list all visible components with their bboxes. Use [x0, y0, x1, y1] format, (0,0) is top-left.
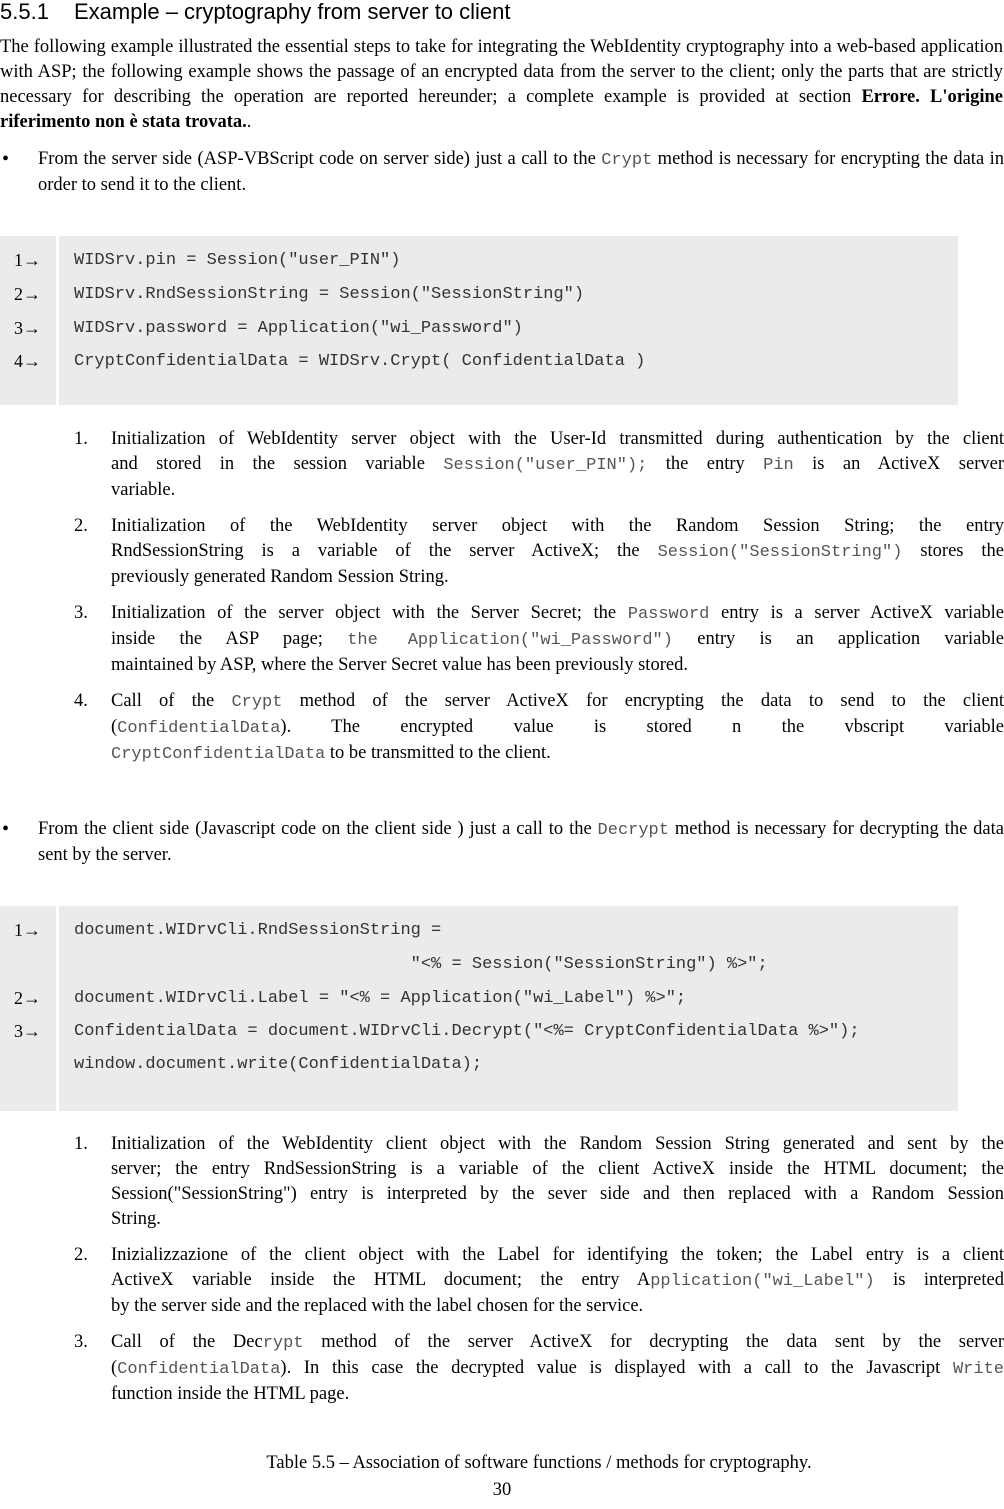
- page-number: 30: [492, 1480, 512, 1500]
- code-line: CryptConfidentialData = WIDSrv.Crypt( ConfidentialData ): [74, 352, 646, 371]
- section-title: Example – cryptography from server to client: [74, 0, 511, 24]
- list-item: [74, 1243, 1004, 1319]
- intro-text: The following example illustrated the essential steps to take for integrating the WebIdentity cryptography into a web-based application with ASP; the following example shows the passage of an encrypted data from the server to the client; only the parts that are strictly necessary for describing the operation are reported hereunder; a complete example is provided at section: [0, 37, 1003, 107]
- line-arrow: 1→: [14, 250, 41, 270]
- step-line: variable.: [111, 480, 176, 500]
- code-inline: ConfidentialData: [117, 719, 281, 738]
- client-bullet-text-1: From the client side (Javascript code on the client side ) just a call to the: [38, 819, 598, 839]
- line-arrow: 2→: [14, 284, 41, 304]
- client-side-bullet: [0, 817, 1004, 868]
- list-number: 1.: [74, 1134, 88, 1154]
- list-number: 2.: [74, 516, 88, 536]
- code-line: WIDSrv.password = Application("wi_Password"): [74, 319, 523, 338]
- code-line: WIDSrv.pin = Session("user_PIN"): [74, 251, 401, 270]
- step-text: method of the server ActiveX for decrypting the data sent by the server: [303, 1332, 1004, 1352]
- client-bullet-text-2: method is necessary for decrypting the data sent by the server.: [38, 819, 1004, 865]
- server-code-block: [0, 236, 958, 405]
- client-code-block: [0, 906, 958, 1111]
- step-line: Inizializzazione of the client object with the Label for identifying the token; the Label entry is a client: [111, 1245, 1004, 1265]
- line-arrow: 3→: [14, 1021, 41, 1041]
- code-inline: rypt: [262, 1334, 304, 1353]
- step-line: by the server side and the replaced with the label chosen for the service.: [111, 1296, 644, 1316]
- step-line: String.: [111, 1209, 161, 1229]
- code-inline: pplication("wi_Label"): [650, 1272, 875, 1291]
- code-inline: Session("user_PIN");: [443, 456, 648, 475]
- intro-end: .: [246, 112, 252, 132]
- line-arrow: 4→: [14, 351, 41, 371]
- list-number: 3.: [74, 603, 88, 623]
- code-inline: Password: [627, 605, 710, 624]
- code-inline: CryptConfidentialData: [111, 745, 326, 764]
- step-line: Initialization of WebIdentity server object with the User-Id transmitted during authentication by the client: [111, 429, 1004, 449]
- code-inline: Session("SessionString"): [657, 543, 903, 562]
- code-inline: Crypt: [231, 693, 283, 712]
- table-caption: Table 5.5 – Association of software functions / methods for cryptography.: [266, 1453, 812, 1473]
- step-text: is interpreted: [874, 1270, 1004, 1290]
- list-number: 3.: [74, 1332, 88, 1352]
- step-text: ActiveX variable inside the HTML document; the entry A: [111, 1270, 651, 1290]
- code-line: document.WIDrvCli.RndSessionString =: [74, 921, 442, 940]
- list-number: 4.: [74, 691, 88, 711]
- line-arrow: 2→: [14, 988, 41, 1008]
- code-inline: the Application("wi_Password"): [347, 631, 673, 650]
- section-heading: [0, 0, 511, 26]
- section-number: 5.5.1: [0, 0, 49, 24]
- code-inline: Pin: [763, 456, 794, 475]
- list-number: 1.: [74, 429, 88, 449]
- step-text: to be transmitted to the client.: [325, 743, 551, 763]
- bullet-icon: •: [2, 818, 10, 840]
- step-text: Call of the: [111, 691, 232, 711]
- step-line: Initialization of the WebIdentity client object with the Random Session String generated and sent by the: [111, 1134, 1004, 1154]
- list-item: [74, 601, 1004, 678]
- server-bullet-text-1: From the server side (ASP-VBScript code on server side) just a call to the: [38, 149, 602, 169]
- list-item: [74, 689, 1004, 767]
- step-line: function inside the HTML page.: [111, 1384, 350, 1404]
- line-arrow: 1→: [14, 920, 41, 940]
- server-bullet-text-2: method is necessary for encrypting the data in order to send it to the client.: [38, 149, 1004, 195]
- step-text: and stored in the session variable: [111, 454, 444, 474]
- step-text: method of the server ActiveX for encrypting the data to send to the client: [282, 691, 1004, 711]
- step-text: (: [111, 717, 118, 737]
- broken-reference: Errore. L'origine riferimento non è stata trovata.: [0, 87, 1003, 132]
- list-item: [74, 514, 1004, 590]
- step-text: (: [111, 1358, 118, 1378]
- step-text: Initialization of the server object with the Server Secret; the: [111, 603, 628, 623]
- line-arrow: 3→: [14, 318, 41, 338]
- crypt-code: Crypt: [601, 151, 653, 170]
- step-line: previously generated Random Session String.: [111, 567, 449, 587]
- step-text: entry is an application variable: [672, 629, 1004, 649]
- code-inline: Write: [952, 1360, 1004, 1379]
- step-text: inside the ASP page;: [111, 629, 348, 649]
- list-item: [74, 1132, 1004, 1232]
- bullet-icon: •: [2, 148, 10, 170]
- client-steps-list: [74, 1132, 1004, 1418]
- step-text: ). The encrypted value is stored n the vbscript variable: [280, 717, 1004, 737]
- step-text: the entry: [647, 454, 764, 474]
- step-text: stores the: [902, 541, 1004, 561]
- list-item: [74, 1330, 1004, 1407]
- step-line: Session("SessionString") entry is interpreted by the sever side and then replaced with a Random Session: [111, 1184, 1004, 1204]
- code-line: "<% = Session("SessionString") %>";: [74, 955, 768, 974]
- step-text: is an ActiveX server: [793, 454, 1004, 474]
- step-text: entry is a server ActiveX variable: [709, 603, 1004, 623]
- step-text: RndSessionString is a variable of the server ActiveX; the: [111, 541, 658, 561]
- code-line: document.WIDrvCli.Label = "<% = Application("wi_Label") %>";: [74, 989, 687, 1008]
- code-line: WIDSrv.RndSessionString = Session("SessionString"): [74, 285, 585, 304]
- decrypt-code: Decrypt: [597, 821, 669, 840]
- list-number: 2.: [74, 1245, 88, 1265]
- step-line: Initialization of the WebIdentity server object with the Random Session String; the entry: [111, 516, 1004, 536]
- list-item: [74, 427, 1004, 503]
- code-line: ConfidentialData = document.WIDrvCli.Decrypt("<%= CryptConfidentialData %>");: [74, 1022, 860, 1041]
- step-text: Call of the Dec: [111, 1332, 263, 1352]
- intro-paragraph: [0, 35, 1003, 135]
- code-inline: ConfidentialData: [117, 1360, 281, 1379]
- step-line: maintained by ASP, where the Server Secret value has been previously stored.: [111, 655, 688, 675]
- server-side-bullet: [0, 147, 1004, 198]
- server-steps-list: [74, 427, 1004, 778]
- step-line: server; the entry RndSessionString is a variable of the client ActiveX inside the HTML document; the: [111, 1159, 1004, 1179]
- code-line: window.document.write(ConfidentialData);: [74, 1055, 483, 1074]
- step-text: ). In this case the decrypted value is displayed with a call to the Javascript: [280, 1358, 953, 1378]
